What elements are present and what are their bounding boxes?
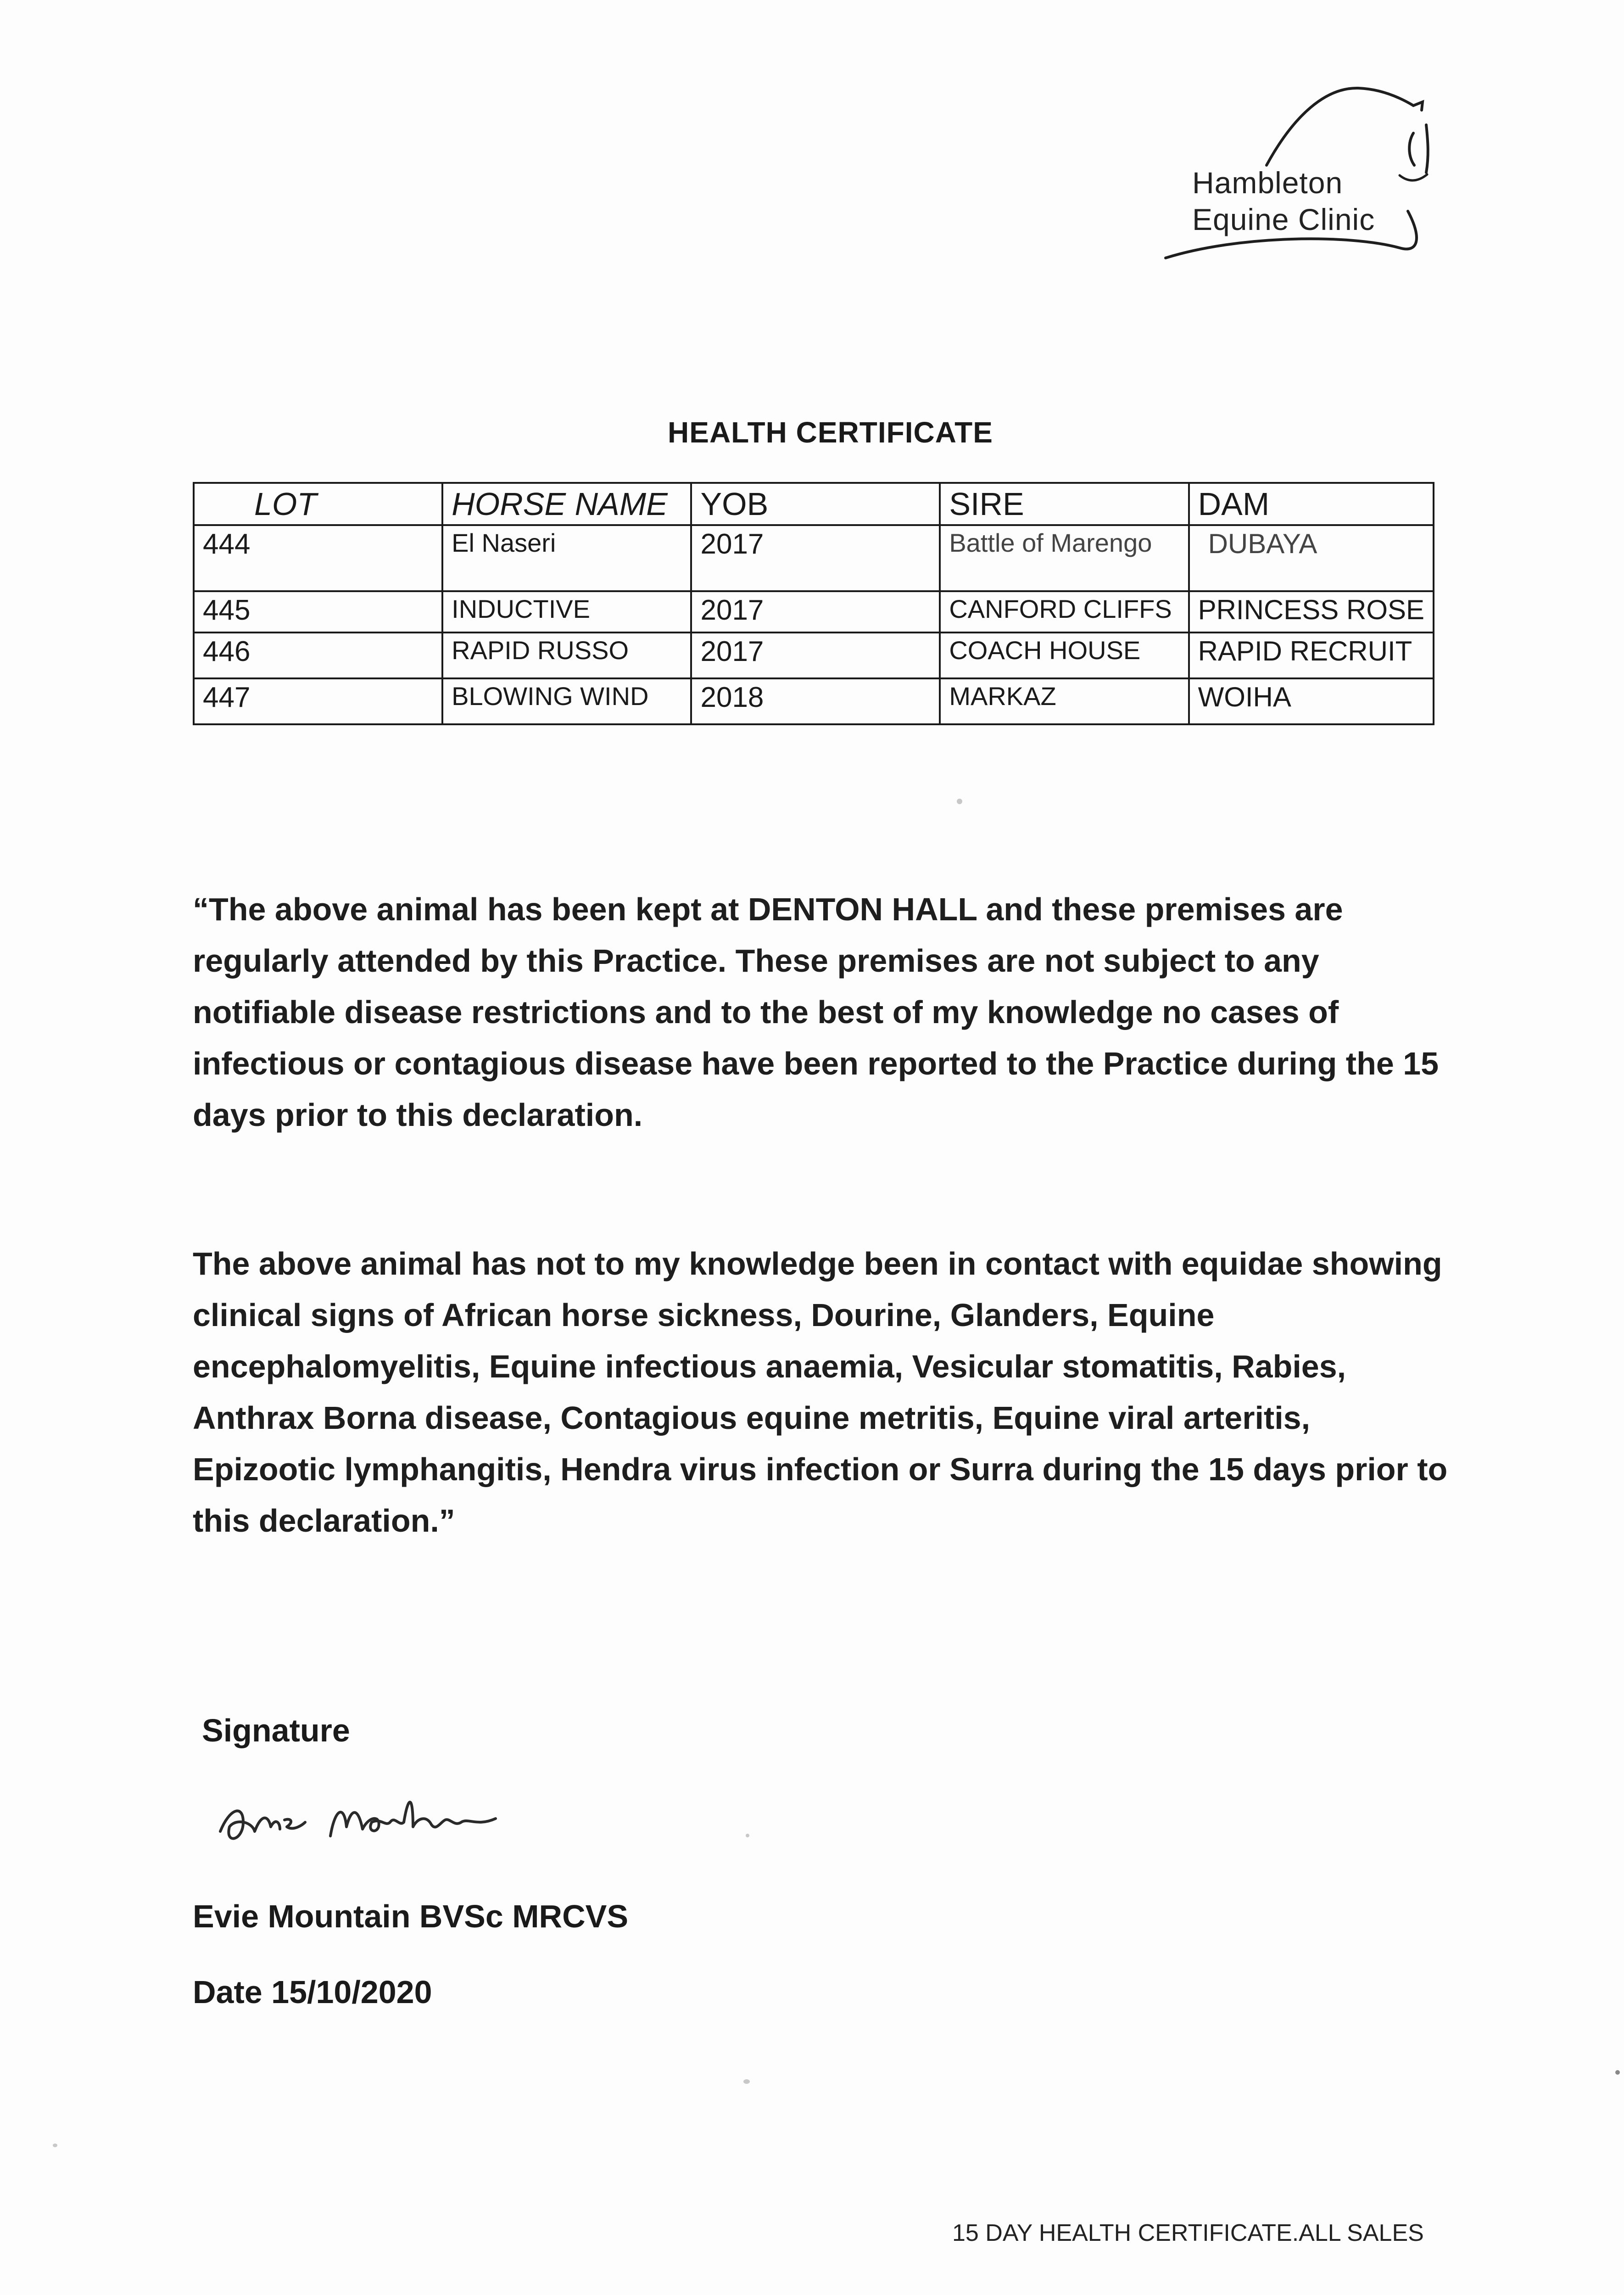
cell-lot: 446 (194, 633, 442, 678)
header-lot: LOT (194, 483, 442, 525)
declaration-paragraph-2: The above animal has not to my knowledge been in contact with equidae showing clinical signs of African horse sickness, Dourine, Glanders, Equine encephalomyelitis, Equine infectious anaemia, Vesicular stomatitis, Rabies, Anthrax Borna disease, Contagious equine metritis, Equine viral arteritis, Epizootic lymphangitis, Hendra virus infection or Surra during the 15 days prior to this declaration.” (193, 1246, 1448, 1539)
cell-sire: MARKAZ (940, 678, 1189, 724)
scan-speck (957, 799, 962, 804)
table-row (194, 633, 1434, 678)
header-dam: DAM (1189, 483, 1434, 525)
scan-speck (53, 2144, 57, 2147)
scan-speck (743, 2079, 750, 2084)
cell-sire: CANFORD CLIFFS (940, 591, 1189, 633)
cell-yob: 2017 (691, 633, 940, 678)
cell-yob: 2017 (691, 591, 940, 633)
cell-horse-name: INDUCTIVE (442, 591, 691, 633)
cell-horse-name: El Naseri (442, 525, 691, 591)
scan-speck (1615, 2070, 1620, 2075)
cell-dam: PRINCESS ROSE (1189, 591, 1434, 633)
page-title-text: HEALTH CERTIFICATE (668, 416, 993, 449)
cell-sire: Battle of Marengo (940, 525, 1189, 591)
page-title (0, 415, 1624, 449)
header-yob: YOB (691, 483, 940, 525)
declaration-paragraph-1: “The above animal has been kept at DENTON HALL and these premises are regularly attended by this Practice. These premises are not subject to any notifiable disease restrictions and to the best of my knowledge no cases of infectious or contagious disease have been reported to the Practice during the 15 days prior to this declaration. (193, 891, 1439, 1133)
scan-speck (746, 1834, 749, 1837)
cell-yob: 2017 (691, 525, 940, 591)
cell-dam: DUBAYA (1189, 525, 1434, 591)
logo-text-line1: Hambleton (1192, 166, 1343, 200)
horse-table (193, 482, 1434, 725)
footer-text: 15 DAY HEALTH CERTIFICATE.ALL SALES (952, 2220, 1424, 2246)
table-row (194, 525, 1434, 591)
logo-text-line2: Equine Clinic (1192, 202, 1375, 236)
table-header-row (194, 483, 1434, 525)
cell-horse-name: BLOWING WIND (442, 678, 691, 724)
cell-lot: 447 (194, 678, 442, 724)
cell-dam: WOIHA (1189, 678, 1434, 724)
signature-label: Signature (202, 1713, 350, 1748)
clinic-logo (1156, 73, 1441, 275)
table-row (194, 678, 1434, 724)
table-row (194, 591, 1434, 633)
header-sire: SIRE (940, 483, 1189, 525)
cell-horse-name: RAPID RUSSO (442, 633, 691, 678)
cell-dam: RAPID RECRUIT (1189, 633, 1434, 678)
vet-name: Evie Mountain BVSc MRCVS (193, 1898, 629, 1934)
cell-lot: 444 (194, 525, 442, 591)
header-horse-name: HORSE NAME (442, 483, 691, 525)
cell-yob: 2018 (691, 678, 940, 724)
cell-sire: COACH HOUSE (940, 633, 1189, 678)
handwritten-signature (211, 1776, 541, 1854)
certificate-date: Date 15/10/2020 (193, 1974, 432, 2010)
cell-lot: 445 (194, 591, 442, 633)
